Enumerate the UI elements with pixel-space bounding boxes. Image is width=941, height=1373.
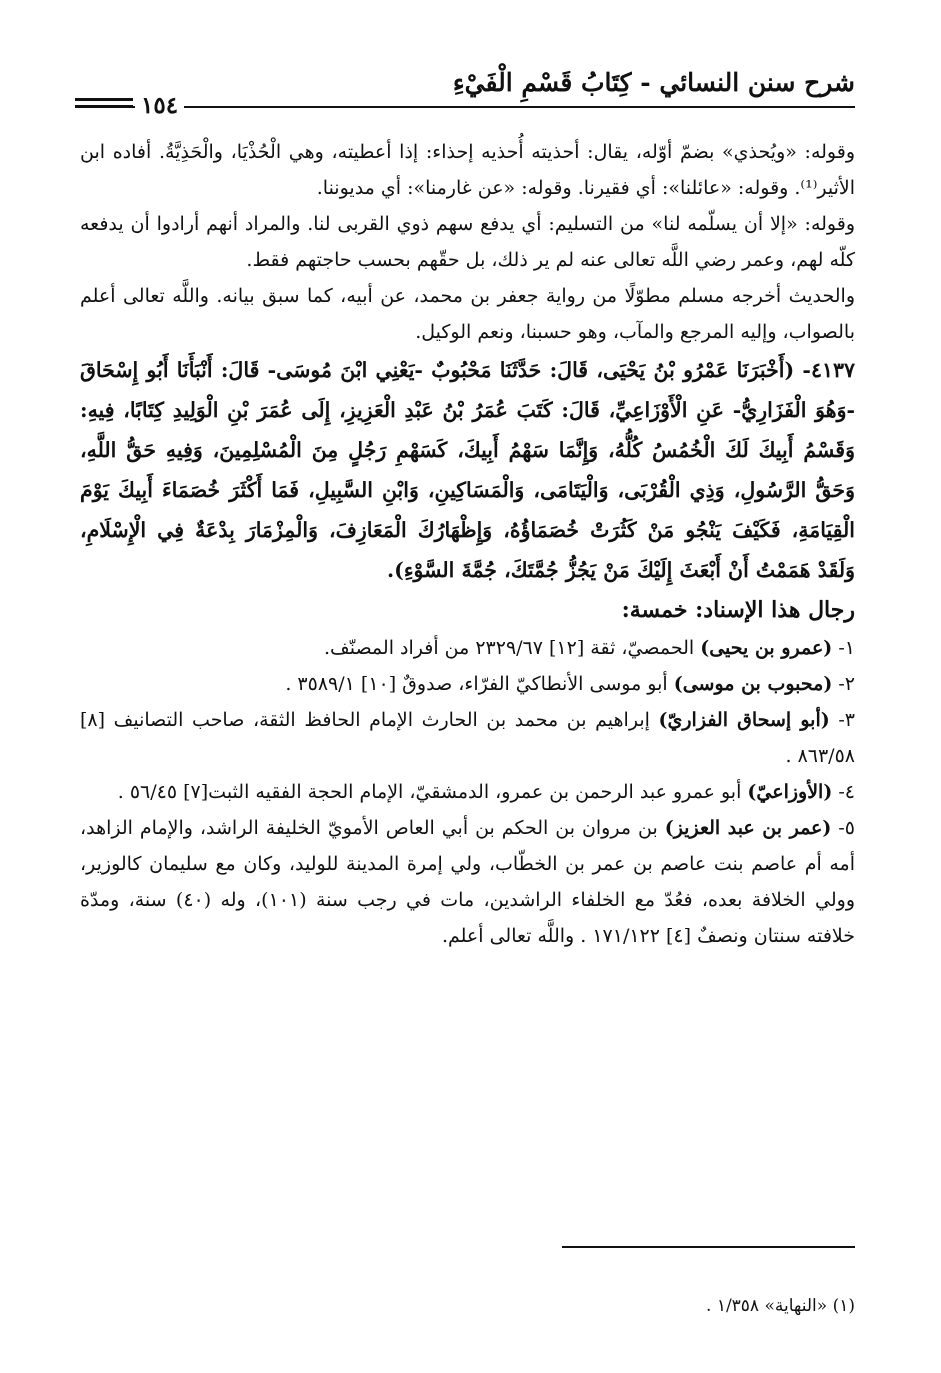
narrator-name: (الأوزاعيّ): [747, 781, 833, 803]
bio-text: أبو عمرو عبد الرحمن بن عمرو، الدمشقيّ، الإمام الحجة الفقيه الثبت[٧] ٥٦/٤٥ .: [117, 781, 742, 803]
narrator-bio-4: [80, 774, 855, 810]
bio-number: ٢-: [838, 673, 855, 695]
narrator-name: (أبو إسحاق الفزاريّ): [658, 709, 830, 731]
narrator-bio-3: [80, 702, 855, 774]
bio-text: الحمصيّ، ثقة [١٢] ٢٣٢٩/٦٧ من أفراد المصنّف.: [324, 637, 695, 659]
footnote-separator: [562, 1246, 855, 1248]
commentary-paragraph-3: والحديث أخرجه مسلم مطوّلًا من رواية جعفر بن محمد، عن أبيه، كما سبق بيانه. واللَّه تعالى أعلم بالصواب، وإليه المرجع والمآب، وهو حسبنا، ونعم الوكيل.: [80, 285, 855, 343]
bio-text: أبو موسى الأنطاكيّ الفرّاء، صدوقٌ [١٠] ٣٥٨٩/١ .: [285, 673, 668, 695]
running-header: [75, 68, 855, 118]
page-number-ornament-rule: [75, 98, 133, 108]
bio-number: ٣-: [838, 709, 856, 731]
narrator-name: (محبوب بن موسى): [673, 673, 833, 695]
narrator-bio-5: [80, 810, 855, 954]
commentary-paragraph-2: وقوله: «إلا أن يسلّمه لنا» من التسليم: أي يدفع سهم ذوي القربى لنا. والمراد أنهم أرادوا أن يدفعه كلّه لهم، وعمر رضي اللَّه تعالى عنه لم ير ذلك، بل حقّهم بحسب حاجتهم فقط.: [80, 213, 855, 271]
bio-text: بن مروان بن الحكم بن أبي العاص الأمويّ الخليفة الراشد، والإمام الزاهد، أمه أم عاصم بنت عاصم بن عمر بن الخطّاب، ولي إمرة المدينة للوليد، وكان مع سليمان كالوزير، وولي الخلافة بعده، فعُدّ مع الخلفاء الراشدين، مات في رجب سنة (١٠١)، وله (٤٠) سنة، ومدّة خلافته سنتان ونصفٌ [٤] ١٧١/١٢٢ . واللَّه تعالى أعلم.: [80, 817, 856, 947]
footnote: (١) «النهاية» ١/٣٥٨ .: [706, 1296, 855, 1316]
bio-number: ٥-: [838, 817, 855, 839]
header-title: شرح سنن النسائي - كِتَابُ قَسْمِ الْفَيْءِ: [452, 68, 855, 97]
commentary-paragraph-1: وقوله: «ويُحذي» بضمّ أوّله، يقال: أحذيته أُحذيه إحذاء: إذا أعطيته، وهي الْحُذْيَا، والْحَذِيَّةُ. أفاده ابن الأثير⁽¹⁾. وقوله: «عائلنا»: أي فقيرنا. وقوله: «عن غارمنا»: أي مديوننا.: [80, 141, 855, 199]
header-rule: [75, 106, 855, 108]
narrator-name: (عمرو بن يحيى): [700, 637, 833, 659]
bio-number: ٤-: [838, 781, 855, 803]
narrator-bio-2: [80, 666, 855, 702]
page-body: [80, 134, 855, 954]
section-heading: رجال هذا الإسناد: خمسة:: [621, 597, 855, 623]
hadith-text: ٤١٣٧- (أَخْبَرَنَا عَمْرُو بْنُ يَحْيَى، قَالَ: حَدَّثَنَا مَحْبُوبٌ -يَعْنِي ابْنَ مُوسَى- قَالَ: أَنْبَأَنَا أَبُو إِسْحَاقَ -وَهُوَ الْفَزَارِيُّ- عَنِ الْأَوْزَاعِيِّ، قَالَ: كَتَبَ عُمَرُ بْنُ عَبْدِ الْعَزِيزِ، إِلَى عُمَرَ بْنِ الْوَلِيدِ كِتَابًا، فِيهِ: وَقَسْمُ أَبِيكَ لَكَ الْخُمُسُ كُلُّهُ، وَإِنَّمَا سَهْمُ أَبِيكَ، كَسَهْمِ رَجُلٍ مِنَ الْمُسْلِمِينَ، وَفِيهِ حَقُّ اللَّهِ، وَحَقُّ الرَّسُولِ، وَذِي الْقُرْبَى، وَالْيَتَامَى، وَالْمَسَاكِينِ، وَابْنِ السَّبِيلِ، فَمَا أَكْثَرَ خُصَمَاءَ أَبِيكَ يَوْمَ الْقِيَامَةِ، فَكَيْفَ يَنْجُو مَنْ كَثُرَتْ خُصَمَاؤُهُ، وَإِظْهَارُكَ الْمَعَازِفَ، وَالْمِزْمَارَ بِدْعَةٌ فِي الْإِسْلَامِ، وَلَقَدْ هَمَمْتُ أَنْ أَبْعَثَ إِلَيْكَ مَنْ يَجُزُّ جُمَّتَكَ، جُمَّةَ السَّوْءِ).: [80, 358, 855, 582]
bio-number: ١-: [838, 637, 855, 659]
narrator-bio-1: [80, 630, 855, 666]
narrator-name: (عمر بن عبد العزيز): [664, 817, 832, 839]
page-number: ١٥٤: [135, 92, 184, 120]
bio-text: إبراهيم بن محمد بن الحارث الإمام الحافظ الثقة، صاحب التصانيف [٨] ٨٦٣/٥٨ .: [80, 709, 855, 767]
